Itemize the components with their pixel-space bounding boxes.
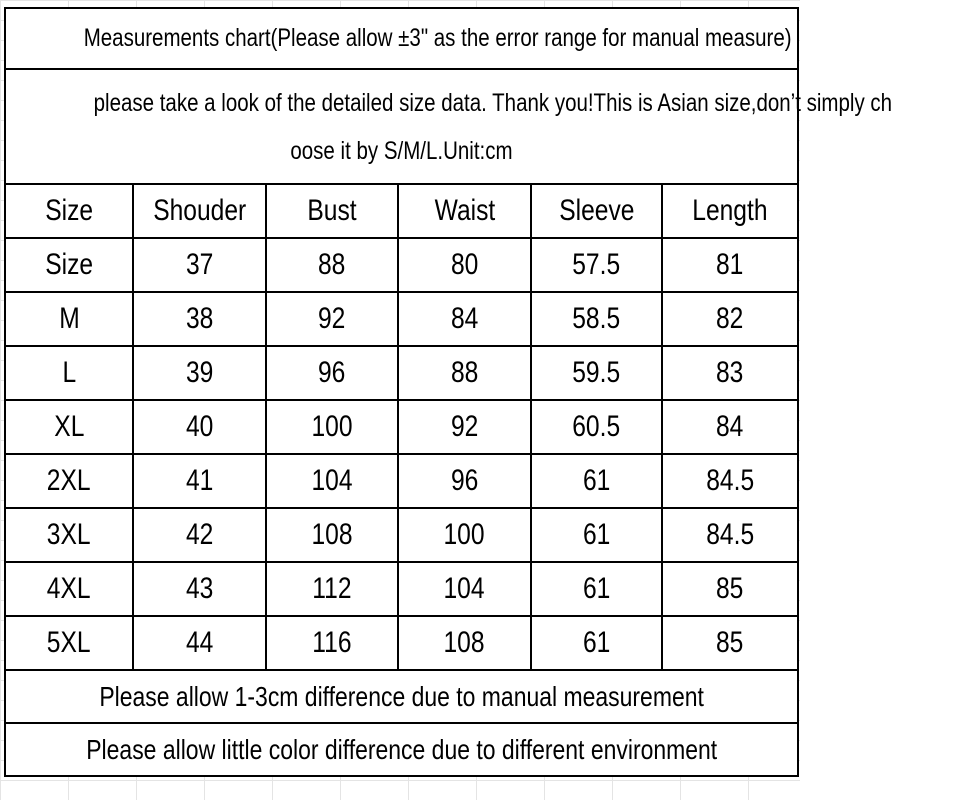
column-header-size[interactable]: Size <box>5 184 133 238</box>
cell-value: 108 <box>443 626 486 659</box>
cell-sleeve[interactable] <box>531 562 662 616</box>
cell-value: Size <box>45 248 93 281</box>
cell-bust[interactable] <box>266 292 398 346</box>
cell-shoulder[interactable] <box>133 400 266 454</box>
empty-grid-area <box>4 784 797 800</box>
cell-value: 40 <box>185 410 214 443</box>
cell-value: 44 <box>185 626 214 659</box>
cell-value: 60.5 <box>572 410 621 443</box>
cell-value: 100 <box>443 518 486 551</box>
cell-value: 43 <box>185 572 214 605</box>
table-row <box>5 508 798 562</box>
cell-value: 59.5 <box>572 356 621 389</box>
cell-sleeve[interactable] <box>531 400 662 454</box>
cell-value: 88 <box>450 356 479 389</box>
cell-value: 38 <box>185 302 214 335</box>
cell-waist[interactable] <box>398 346 531 400</box>
cell-value: 84.5 <box>706 464 754 497</box>
cell-shoulder[interactable] <box>133 454 266 508</box>
size-note-line-1: please take a look of the detailed size data. Thank you!This is Asian size,don’t simply ch <box>93 88 893 117</box>
table-row <box>5 562 798 616</box>
footer-row-1 <box>5 670 798 723</box>
cell-sleeve[interactable] <box>531 238 662 292</box>
cell-value: 3XL <box>47 518 91 551</box>
cell-value: 84 <box>716 410 744 443</box>
cell-length[interactable] <box>662 562 798 616</box>
cell-value: 92 <box>318 302 346 335</box>
table-body <box>5 238 798 670</box>
cell-value: L <box>62 356 76 389</box>
cell-length[interactable] <box>662 400 798 454</box>
column-header-bust[interactable]: Bust <box>266 184 398 238</box>
table-row <box>5 292 798 346</box>
cell-value: 96 <box>318 356 346 389</box>
cell-bust[interactable] <box>266 508 398 562</box>
size-note-line-2: oose it by S/M/L.Unit:cm <box>290 136 513 165</box>
cell-bust[interactable] <box>266 562 398 616</box>
table-title: Measurements chart(Please allow ±3" as the error range for manual measure) <box>83 24 792 52</box>
cell-value: 85 <box>716 572 744 605</box>
table-row <box>5 616 798 670</box>
cell-bust[interactable] <box>266 238 398 292</box>
cell-size[interactable] <box>5 562 133 616</box>
table-row <box>5 400 798 454</box>
cell-bust[interactable] <box>266 454 398 508</box>
cell-length[interactable] <box>662 616 798 670</box>
cell-length[interactable] <box>662 508 798 562</box>
table-row <box>5 238 798 292</box>
cell-value: 84 <box>450 302 479 335</box>
cell-shoulder[interactable] <box>133 562 266 616</box>
cell-shoulder[interactable] <box>133 292 266 346</box>
cell-shoulder[interactable] <box>133 346 266 400</box>
cell-value: 81 <box>716 248 744 281</box>
cell-sleeve[interactable] <box>531 346 662 400</box>
cell-shoulder[interactable] <box>133 238 266 292</box>
cell-shoulder[interactable] <box>133 616 266 670</box>
cell-value: 88 <box>318 248 346 281</box>
cell-value: 112 <box>312 572 352 605</box>
cell-waist[interactable] <box>398 292 531 346</box>
cell-sleeve[interactable] <box>531 292 662 346</box>
cell-value: 85 <box>716 626 744 659</box>
note-row <box>5 69 798 184</box>
cell-length[interactable] <box>662 238 798 292</box>
cell-waist[interactable] <box>398 238 531 292</box>
footer-note-1: Please allow 1-3cm difference due to manual measurement <box>99 680 704 712</box>
cell-bust[interactable] <box>266 616 398 670</box>
cell-sleeve[interactable] <box>531 454 662 508</box>
cell-value: 83 <box>716 356 744 389</box>
cell-value: 37 <box>185 248 214 281</box>
cell-sleeve[interactable] <box>531 616 662 670</box>
cell-value: 84.5 <box>706 518 754 551</box>
cell-value: 61 <box>582 626 611 659</box>
cell-value: 58.5 <box>572 302 621 335</box>
column-header-length[interactable]: Length <box>662 184 798 238</box>
column-header-shoulder[interactable]: Shouder <box>133 184 266 238</box>
footer-row-2 <box>5 723 798 776</box>
cell-value: 104 <box>311 464 353 497</box>
cell-value: 104 <box>443 572 486 605</box>
size-note-cell[interactable] <box>5 69 893 184</box>
cell-size[interactable] <box>5 346 133 400</box>
footer-note-2: Please allow little color difference due to different environment <box>86 733 717 765</box>
cell-value: 82 <box>716 302 744 335</box>
cell-value: 116 <box>312 626 352 659</box>
cell-value: 61 <box>582 572 611 605</box>
cell-size[interactable] <box>5 616 133 670</box>
cell-value: 42 <box>185 518 214 551</box>
cell-value: 80 <box>450 248 479 281</box>
footer-note-2-cell[interactable] <box>5 723 798 776</box>
cell-size[interactable] <box>5 292 133 346</box>
cell-value: 96 <box>450 464 479 497</box>
cell-size[interactable] <box>5 454 133 508</box>
table-row <box>5 346 798 400</box>
cell-value: 92 <box>450 410 479 443</box>
cell-waist[interactable] <box>398 616 531 670</box>
cell-value: 57.5 <box>572 248 621 281</box>
table-title-cell[interactable] <box>5 8 798 69</box>
cell-length[interactable] <box>662 292 798 346</box>
cell-sleeve[interactable] <box>531 508 662 562</box>
cell-bust[interactable] <box>266 346 398 400</box>
column-header-waist[interactable]: Waist <box>398 184 531 238</box>
cell-value: 2XL <box>47 464 91 497</box>
column-header-sleeve[interactable]: Sleeve <box>531 184 662 238</box>
cell-value: 5XL <box>47 626 91 659</box>
table-row <box>5 454 798 508</box>
cell-value: M <box>58 302 80 335</box>
cell-value: 41 <box>185 464 214 497</box>
cell-length[interactable] <box>662 346 798 400</box>
cell-size[interactable] <box>5 238 133 292</box>
cell-size[interactable] <box>5 508 133 562</box>
cell-waist[interactable] <box>398 508 531 562</box>
cell-value: 61 <box>582 464 611 497</box>
cell-value: 39 <box>185 356 214 389</box>
header-row <box>5 184 798 238</box>
cell-shoulder[interactable] <box>133 508 266 562</box>
cell-waist[interactable] <box>398 562 531 616</box>
title-row <box>5 8 798 69</box>
cell-waist[interactable] <box>398 454 531 508</box>
measurements-table <box>4 7 893 777</box>
cell-waist[interactable] <box>398 400 531 454</box>
cell-length[interactable] <box>662 454 798 508</box>
footer-note-1-cell[interactable] <box>5 670 798 723</box>
cell-value: 100 <box>311 410 353 443</box>
cell-value: XL <box>53 410 85 443</box>
cell-bust[interactable] <box>266 400 398 454</box>
cell-value: 4XL <box>47 572 91 605</box>
cell-value: 108 <box>311 518 353 551</box>
cell-value: 61 <box>582 518 611 551</box>
cell-size[interactable] <box>5 400 133 454</box>
